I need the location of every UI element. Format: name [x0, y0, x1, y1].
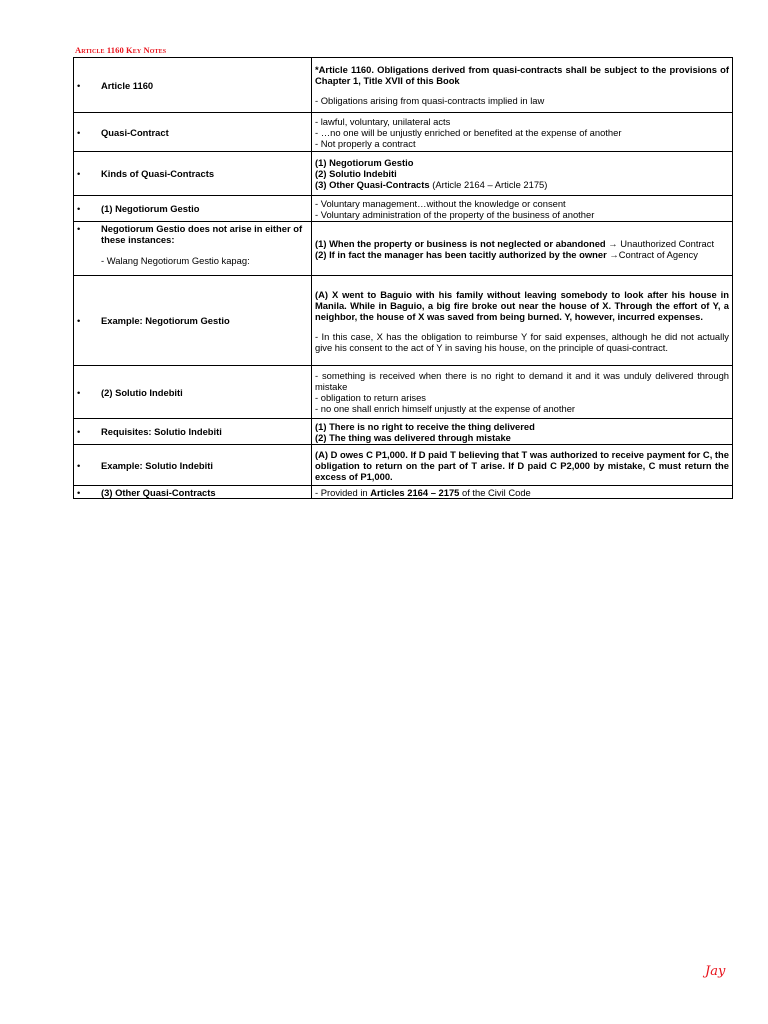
table-row	[74, 366, 733, 419]
topic-label: Example: Solutio Indebiti	[101, 459, 213, 471]
bullet: •	[77, 459, 81, 471]
table-row	[74, 113, 733, 152]
detail-line	[315, 487, 729, 498]
key-notes-table	[73, 57, 733, 499]
bullet: •	[77, 386, 81, 398]
kind-label: (3) Other Quasi-Contracts	[315, 179, 430, 190]
topic-label: Negotiorum Gestio does not arise in either of these instances:	[101, 223, 303, 245]
detail-line: - In this case, X has the obligation to reimburse Y for said expenses, although he did not actually give his consent to the act of Y in saving his house, on the principle of quasi-contract.	[315, 330, 729, 353]
topic-label: Example: Negotiorum Gestio	[101, 315, 230, 326]
detail-line	[315, 238, 729, 249]
detail-cell	[312, 152, 733, 196]
arrow-icon: →	[608, 237, 618, 249]
table-row	[74, 152, 733, 196]
detail-cell	[312, 276, 733, 366]
topic-cell	[74, 152, 312, 196]
table-row	[74, 276, 733, 366]
detail-cell	[312, 58, 733, 113]
detail-line: (1) There is no right to receive the thing delivered	[315, 420, 535, 432]
topic-cell	[74, 486, 312, 499]
result-label: Unauthorized Contract	[620, 237, 715, 249]
detail-line: - Not properly a contract	[315, 137, 416, 149]
detail-line: *Article 1160. Obligations derived from quasi-contracts shall be subject to the provisions of Chapter 1, Title XVII of this Book	[315, 64, 729, 86]
detail-line: - Voluntary administration of the property of the business of another	[315, 208, 595, 220]
table-row	[74, 486, 733, 499]
condition-label: (2) If in fact the manager has been tacitly authorized by the owner	[315, 248, 607, 260]
article-range: (Article 2164 – Article 2175)	[432, 179, 548, 190]
table-row	[74, 196, 733, 222]
topic-label: (2) Solutio Indebiti	[101, 386, 183, 398]
bullet: •	[77, 486, 81, 498]
topic-cell	[74, 366, 312, 419]
detail-cell	[312, 113, 733, 152]
bullet: •	[77, 203, 81, 214]
topic-cell	[74, 419, 312, 445]
detail-cell	[312, 419, 733, 445]
detail-text: of the Civil Code	[459, 486, 531, 498]
detail-line: - lawful, voluntary, unilateral acts	[315, 115, 451, 127]
detail-line: - Voluntary management…without the knowledge or consent	[315, 197, 566, 209]
result-label: Contract of Agency	[618, 248, 698, 260]
table-row	[74, 222, 733, 276]
topic-label: (3) Other Quasi-Contracts	[101, 486, 216, 498]
table-row	[74, 58, 733, 113]
signature: Jay	[705, 964, 726, 979]
detail-line: - …no one will be unjustly enriched or benefited at the expense of another	[315, 126, 622, 138]
topic-label: Quasi-Contract	[101, 126, 169, 138]
detail-line: (2) Solutio Indebiti	[315, 168, 397, 179]
topic-cell	[74, 196, 312, 222]
topic-label: Article 1160	[101, 79, 154, 91]
detail-cell	[312, 196, 733, 222]
detail-line: - Obligations arising from quasi-contracts implied in law	[315, 95, 545, 106]
bullet: •	[77, 426, 81, 437]
detail-line	[315, 249, 729, 260]
detail-cell	[312, 445, 733, 486]
detail-line: - obligation to return arises	[315, 392, 426, 403]
topic-label: (1) Negotiorum Gestio	[101, 203, 200, 214]
bullet: •	[77, 315, 81, 326]
article-range: Articles 2164 – 2175	[370, 486, 460, 498]
topic-note: - Walang Negotiorum Gestio kapag:	[101, 255, 250, 266]
topic-label: Requisites: Solutio Indebiti	[101, 426, 222, 437]
detail-cell	[312, 486, 733, 499]
detail-line: (1) Negotiorum Gestio	[315, 157, 414, 168]
detail-line: - no one shall enrich himself unjustly at the expense of another	[315, 403, 576, 414]
page-header-title: Article 1160 Key Notes	[75, 45, 167, 55]
condition-label: (1) When the property or business is not neglected or abandoned	[315, 237, 606, 249]
detail-line	[315, 179, 729, 190]
topic-label: Kinds of Quasi-Contracts	[101, 168, 215, 179]
table-row	[74, 445, 733, 486]
detail-line: - something is received when there is no right to demand it and it was unduly delivered through mistake	[315, 370, 729, 392]
detail-line: (2) The thing was delivered through mistake	[315, 431, 511, 443]
topic-cell	[74, 113, 312, 152]
arrow-icon: →	[609, 248, 619, 260]
detail-cell	[312, 366, 733, 419]
detail-cell	[312, 222, 733, 276]
table-row	[74, 419, 733, 445]
bullet: •	[77, 223, 81, 234]
bullet: •	[77, 126, 81, 138]
bullet: •	[77, 168, 81, 179]
detail-text: - Provided in	[315, 486, 371, 498]
topic-cell	[74, 445, 312, 486]
topic-cell	[74, 58, 312, 113]
detail-line: (A) D owes C P1,000. If D paid T believing that T was authorized to receive payment for C, the obligation to return on the part of T arise. If D paid C P2,000 by mistake, C must return the excess of P1,000.	[315, 448, 729, 482]
bullet: •	[77, 79, 81, 91]
topic-cell	[74, 222, 312, 276]
topic-cell	[74, 276, 312, 366]
detail-line: (A) X went to Baguio with his family without leaving somebody to look after his house in Manila. While in Baguio, a big fire broke out near the house of X. Through the effort of Y, a neighbor, the house of X was saved from being burned. Y, however, incurred expenses.	[315, 288, 729, 322]
